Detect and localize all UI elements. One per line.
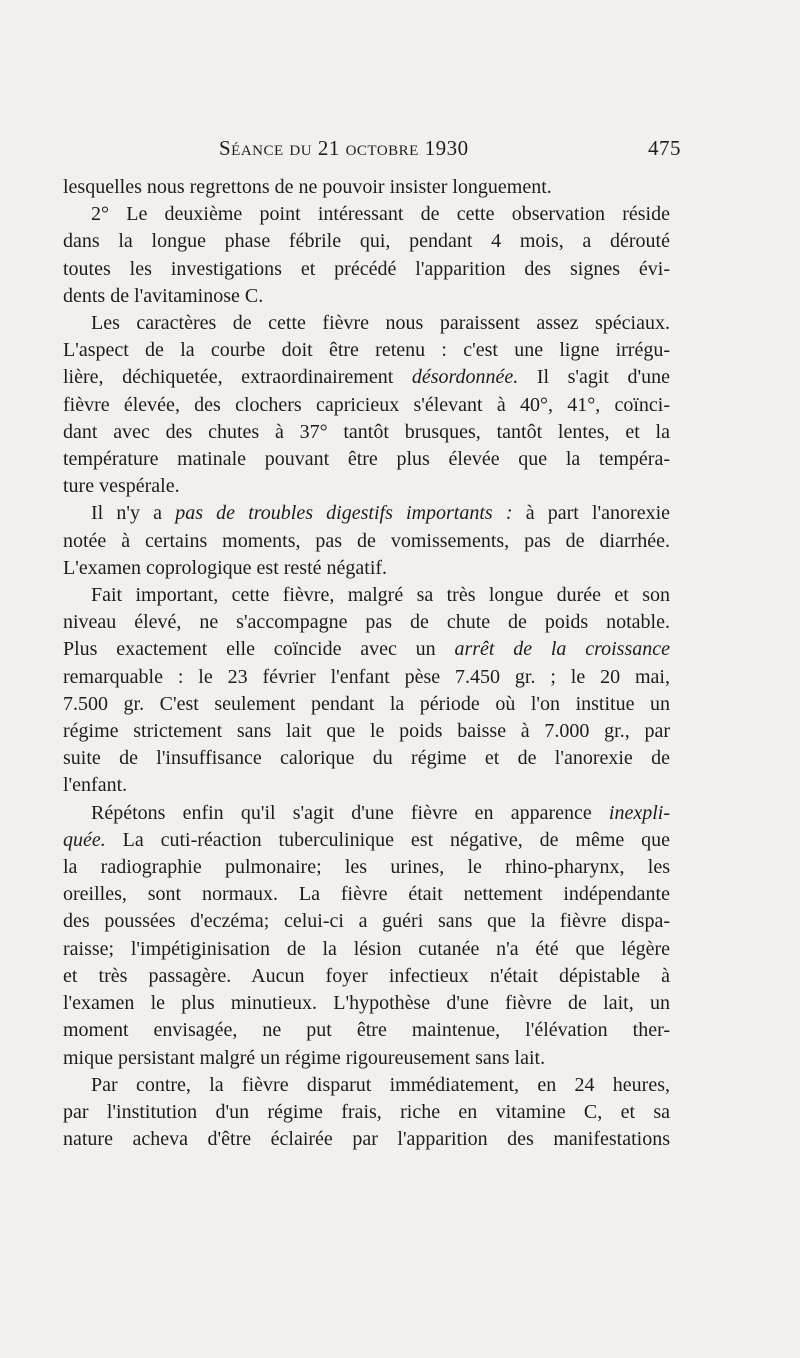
text-line: moment envisagée, ne put être maintenue, l'élévation ther- — [63, 1019, 670, 1042]
text-run: Il s'agit d'une — [518, 366, 670, 389]
italic-run: quée. — [63, 828, 106, 851]
text-run: Répétons enfin qu'il s'agit d'une fièvre en apparence — [91, 801, 609, 824]
page-number: 475 — [648, 136, 681, 160]
paragraph — [63, 201, 670, 310]
text-line: l'enfant. — [63, 774, 128, 797]
text-line — [63, 827, 670, 854]
text-line: fièvre élevée, des clochers capricieux s'élevant à 40°, 41°, coïnci- — [63, 393, 670, 416]
text-line: toutes les investigations et précédé l'apparition des signes évi- — [63, 257, 670, 280]
text-line: suite de l'insuffisance calorique du régime et de l'anorexie de — [63, 747, 670, 770]
text-line — [63, 500, 670, 527]
text-run: à part l'anorexie — [512, 502, 671, 525]
text-line — [63, 364, 670, 391]
paragraph — [63, 500, 670, 582]
text-line: L'examen coprologique est resté négatif. — [63, 556, 388, 579]
text-line: Les caractères de cette fièvre nous paraissent assez spéciaux. — [91, 312, 670, 335]
text-line: régime strictement sans lait que le poids baisse à 7.000 gr., par — [63, 720, 670, 743]
italic-run: pas de troubles digestifs importants : — [175, 502, 513, 525]
text-line — [63, 800, 670, 827]
page-header — [219, 136, 681, 168]
text-line: dents de l'avitaminose C. — [63, 284, 264, 307]
text-line: oreilles, sont normaux. La fièvre était nettement indépendante — [63, 883, 670, 906]
text-line: mique persistant malgré un régime rigoureusement sans lait. — [63, 1046, 546, 1069]
text-line: dant avec des chutes à 37° tantôt brusques, tantôt lentes, et la — [63, 420, 670, 443]
text-line: des poussées d'eczéma; celui-ci a guéri sans que la fièvre dispa- — [63, 910, 670, 933]
text-line: niveau élevé, ne s'accompagne pas de chute de poids notable. — [63, 611, 670, 634]
text-line — [63, 636, 670, 663]
body-text — [63, 174, 670, 1153]
text-run: Il n'y a — [91, 502, 176, 525]
running-title: Séance du 21 octobre 1930 — [219, 136, 469, 160]
text-line: 7.500 gr. C'est seulement pendant la période où l'on institue un — [63, 692, 670, 715]
text-line: température matinale pouvant être plus élevée que la tempéra- — [63, 448, 670, 471]
paragraph — [63, 582, 670, 800]
text-line: la radiographie pulmonaire; les urines, le rhino-pharynx, les — [63, 856, 670, 879]
text-run: Plus exactement elle coïncide avec un — [63, 638, 455, 661]
text-line: notée à certains moments, pas de vomissements, pas de diarrhée. — [63, 529, 670, 552]
text-line: dans la longue phase fébrile qui, pendant 4 mois, a dérouté — [63, 230, 670, 253]
text-line: par l'institution d'un régime frais, riche en vitamine C, et sa — [63, 1100, 670, 1123]
text-line: lesquelles nous regrettons de ne pouvoir insister longuement. — [63, 176, 552, 198]
text-line: 2° Le deuxième point intéressant de cette observation réside — [91, 203, 670, 226]
text-run: lière, déchiquetée, extraordinairement — [63, 366, 412, 389]
italic-run: inexpli- — [608, 801, 670, 824]
text-line: L'aspect de la courbe doit être retenu : c'est une ligne irrégu- — [63, 339, 670, 362]
italic-run: arrêt de la croissance — [454, 638, 670, 661]
italic-run: désordonnée. — [411, 366, 519, 389]
text-line: l'examen le plus minutieux. L'hypothèse d'une fièvre de lait, un — [63, 992, 670, 1015]
text-line: remarquable : le 23 février l'enfant pèse 7.450 gr. ; le 20 mai, — [63, 665, 670, 688]
text-line: ture vespérale. — [63, 475, 180, 498]
text-line: nature acheva d'être éclairée par l'apparition des manifestations — [63, 1128, 670, 1151]
paragraph — [63, 174, 670, 201]
text-line: Par contre, la fièvre disparut immédiatement, en 24 heures, — [91, 1073, 670, 1096]
text-run: La cuti-réaction tuberculinique est négative, de même que — [105, 828, 670, 851]
paragraph — [63, 800, 670, 1072]
text-line: raisse; l'impétiginisation de la lésion cutanée n'a été que légère — [63, 937, 670, 960]
text-line: Fait important, cette fièvre, malgré sa très longue durée et son — [91, 584, 670, 607]
text-line: et très passagère. Aucun foyer infectieux n'était dépistable à — [63, 964, 670, 987]
paragraph — [63, 310, 670, 500]
paragraph — [63, 1072, 670, 1154]
